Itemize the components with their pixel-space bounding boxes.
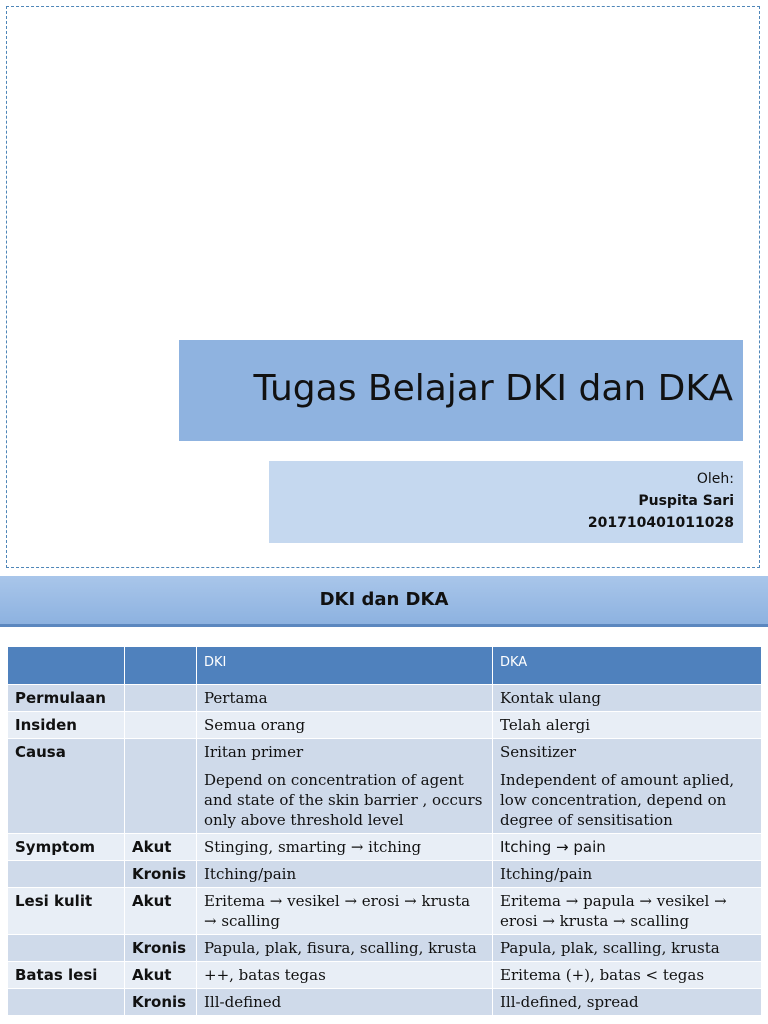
cell-dki: Papula, plak, fisura, scalling, krusta <box>197 935 493 962</box>
table-row <box>8 861 762 888</box>
slide-title: Tugas Belajar DKI dan DKA <box>253 368 733 409</box>
cell-dka: Eritema (+), batas < tegas <box>493 962 762 989</box>
row-sublabel <box>125 712 197 739</box>
header-cell-dki: DKI <box>197 647 493 685</box>
author-label: Oleh: <box>696 471 734 487</box>
row-label <box>8 989 125 1016</box>
cell-dka: Itching/pain <box>493 861 762 888</box>
row-sublabel: Akut <box>125 888 197 935</box>
row-sublabel: Kronis <box>125 989 197 1016</box>
row-sublabel: Kronis <box>125 935 197 962</box>
comparison-table <box>7 646 762 1016</box>
row-label: Symptom <box>8 834 125 861</box>
cell-dki-line: Depend on concentration of agent and state of the skin barrier , occurs only above threshold level <box>204 771 483 829</box>
cell-dka-line: Sensitizer <box>500 743 577 761</box>
title-box <box>179 340 743 441</box>
row-label <box>8 861 125 888</box>
comparison-slide <box>0 572 768 1024</box>
table-header-row <box>8 647 762 685</box>
cell-dki: ++, batas tegas <box>197 962 493 989</box>
row-sublabel: Akut <box>125 962 197 989</box>
table-row <box>8 989 762 1016</box>
row-sublabel <box>125 739 197 834</box>
cell-dka <box>493 739 762 834</box>
cell-dka: Papula, plak, scalling, krusta <box>493 935 762 962</box>
slide-header <box>0 576 768 627</box>
row-label: Permulaan <box>8 685 125 712</box>
row-sublabel: Kronis <box>125 861 197 888</box>
cell-dki: Pertama <box>197 685 493 712</box>
row-label: Insiden <box>8 712 125 739</box>
table-row <box>8 888 762 935</box>
header-cell <box>125 647 197 685</box>
table-row <box>8 739 762 834</box>
row-sublabel <box>125 685 197 712</box>
header-cell <box>8 647 125 685</box>
row-sublabel: Akut <box>125 834 197 861</box>
row-label: Lesi kulit <box>8 888 125 935</box>
cell-dka: Eritema → papula → vesikel → erosi → krusta → scalling <box>493 888 762 935</box>
cell-dka-line: Independent of amount aplied, low concentration, depend on degree of sensitisation <box>500 771 735 829</box>
cell-dki-line: Iritan primer <box>204 743 304 761</box>
cell-dki: Itching/pain <box>197 861 493 888</box>
row-label <box>8 935 125 962</box>
row-label: Causa <box>8 739 125 834</box>
cell-dki <box>197 739 493 834</box>
cell-dka: Telah alergi <box>493 712 762 739</box>
table-row <box>8 685 762 712</box>
author-box <box>269 461 743 543</box>
author-id: 201710401011028 <box>587 515 734 531</box>
table-row <box>8 962 762 989</box>
author-name: Puspita Sari <box>638 493 734 509</box>
cell-dki: Semua orang <box>197 712 493 739</box>
table-row <box>8 935 762 962</box>
cell-dki: Stinging, smarting → itching <box>197 834 493 861</box>
cell-dka: Kontak ulang <box>493 685 762 712</box>
cell-dka: Itching → pain <box>493 834 762 861</box>
header-cell-dka: DKA <box>493 647 762 685</box>
slide-heading: DKI dan DKA <box>319 589 449 610</box>
cell-dki: Eritema → vesikel → erosi → krusta → scalling <box>197 888 493 935</box>
cell-dka: Ill-defined, spread <box>493 989 762 1016</box>
row-label: Batas lesi <box>8 962 125 989</box>
table-row <box>8 834 762 861</box>
cell-dki: Ill-defined <box>197 989 493 1016</box>
table-row <box>8 712 762 739</box>
